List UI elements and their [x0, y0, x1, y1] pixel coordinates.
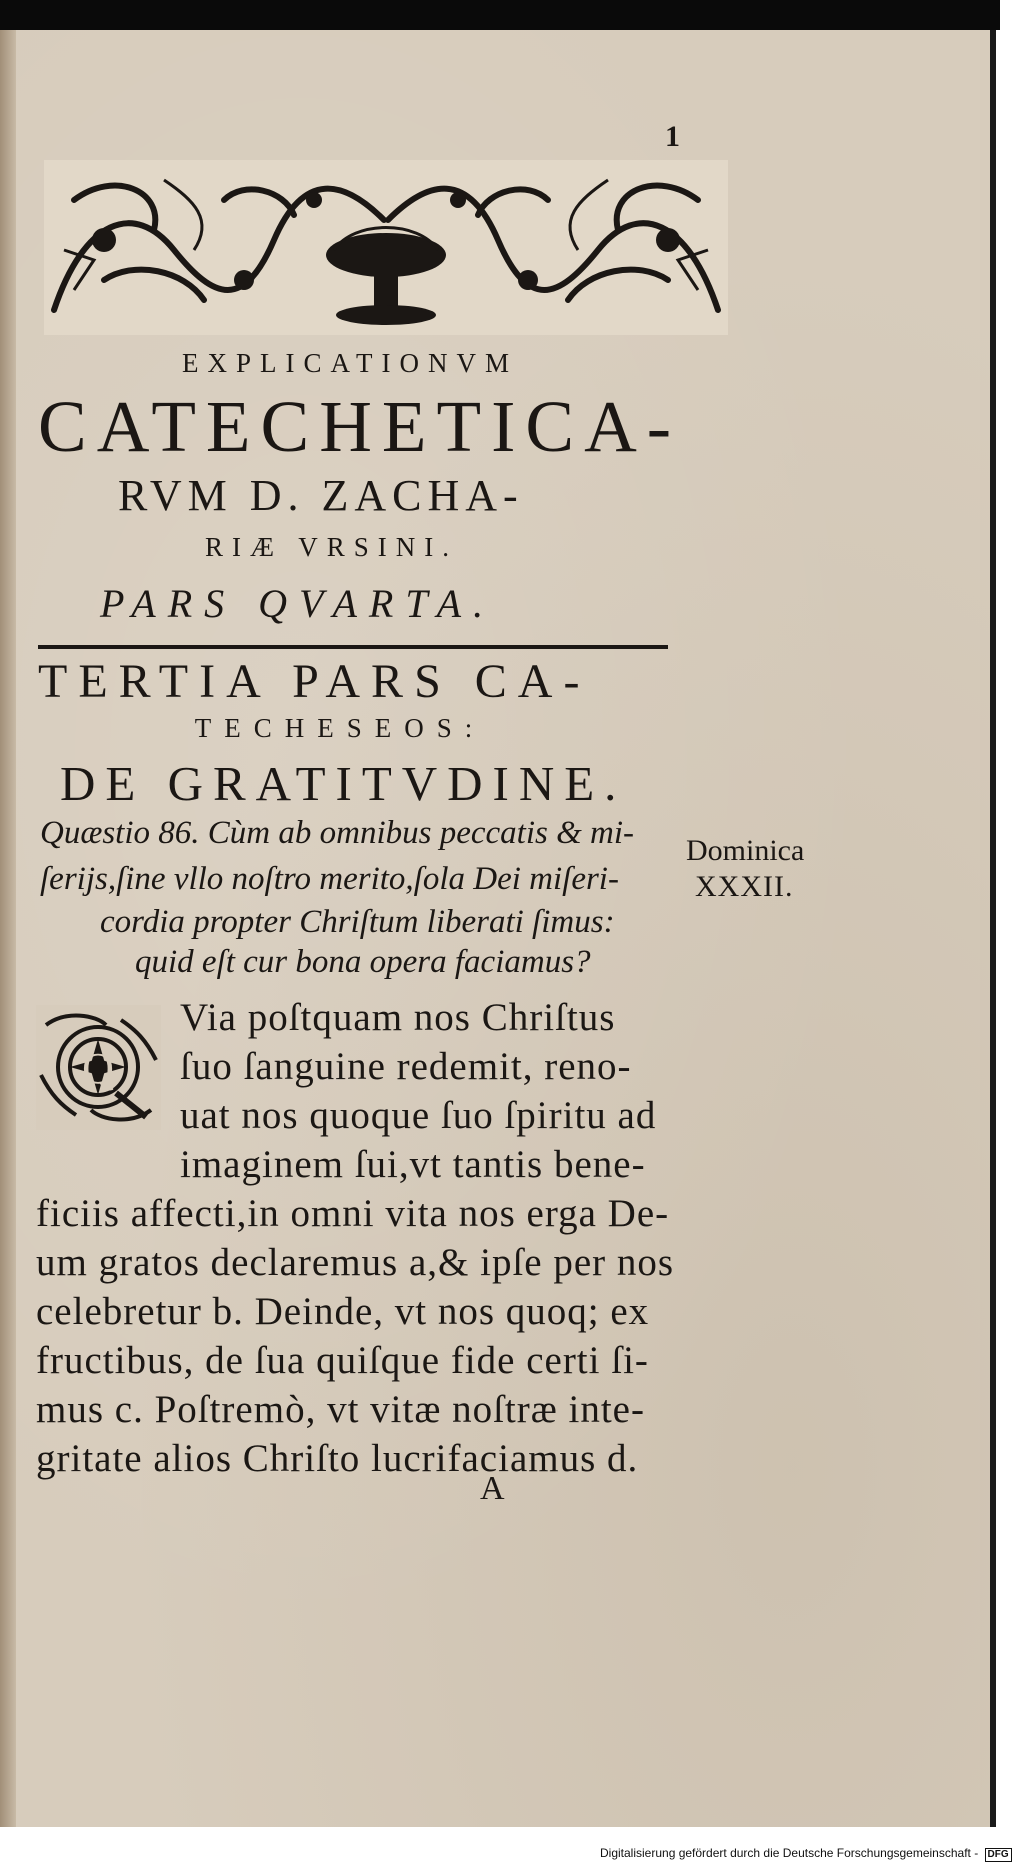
page-number: 1	[665, 120, 680, 153]
body-line: ſuo ſanguine redemit, reno-	[180, 1045, 632, 1088]
signature-mark: A	[480, 1470, 505, 1507]
body-line: mus c. Poſtremò, vt vitæ noſtræ inte-	[36, 1388, 645, 1431]
body-line: Via poſtquam nos Chriſtus	[180, 996, 616, 1039]
section-heading-line-2: TECHESEOS:	[194, 713, 486, 743]
digitization-credit-text: Digitalisierung gefördert durch die Deutsche Forschungsgemeinschaft -	[600, 1846, 979, 1860]
body-line: celebretur b. Deinde, vt nos quoq; ex	[36, 1290, 650, 1333]
question-line: ſerijs,ſine vllo noſtro merito,ſola Dei miſeri-	[40, 861, 619, 897]
section-rule	[38, 645, 668, 649]
question-line: Quæstio 86. Cùm ab omnibus peccatis & mi-	[40, 815, 634, 851]
title-line-4: RIÆ VRSINI.	[205, 532, 459, 562]
decorated-initial-q	[36, 1005, 161, 1130]
question-line: cordia propter Chriſtum liberati ſimus:	[100, 904, 615, 940]
margin-note-number: XXXII.	[695, 870, 794, 903]
title-line-2: CATECHETICA-	[38, 386, 682, 467]
section-heading-line-3: DE GRATITVDINE.	[60, 756, 627, 811]
body-line: uat nos quoque ſuo ſpiritu ad	[180, 1094, 657, 1137]
body-line: gritate alios Chriſto lucrifaciamus d.	[36, 1437, 639, 1480]
margin-note-dominica: Dominica	[686, 834, 805, 867]
body-line: um gratos declaremus a,& ipſe per nos	[36, 1241, 675, 1284]
scan-top-border	[0, 0, 1000, 30]
woodcut-ornament-headpiece	[44, 160, 728, 335]
title-line-1: EXPLICATIONVM	[182, 348, 518, 378]
title-line-5: PARS QVARTA.	[100, 581, 496, 626]
title-line-3: RVM D. ZACHA-	[118, 471, 524, 520]
book-gutter	[0, 30, 16, 1827]
body-line: fructibus, de ſua quiſque fide certi ſi-	[36, 1339, 649, 1382]
dfg-logo: DFG	[985, 1848, 1012, 1862]
section-heading-line-1: TERTIA PARS CA-	[38, 655, 591, 708]
question-line: quid eſt cur bona opera faciamus?	[135, 944, 591, 980]
body-line: ficiis affecti,in omni vita nos erga De-	[36, 1192, 670, 1235]
digitization-credit	[600, 1846, 1012, 1862]
body-line: imaginem ſui,vt tantis bene-	[180, 1143, 646, 1186]
initial-letter: Q	[82, 1044, 114, 1093]
